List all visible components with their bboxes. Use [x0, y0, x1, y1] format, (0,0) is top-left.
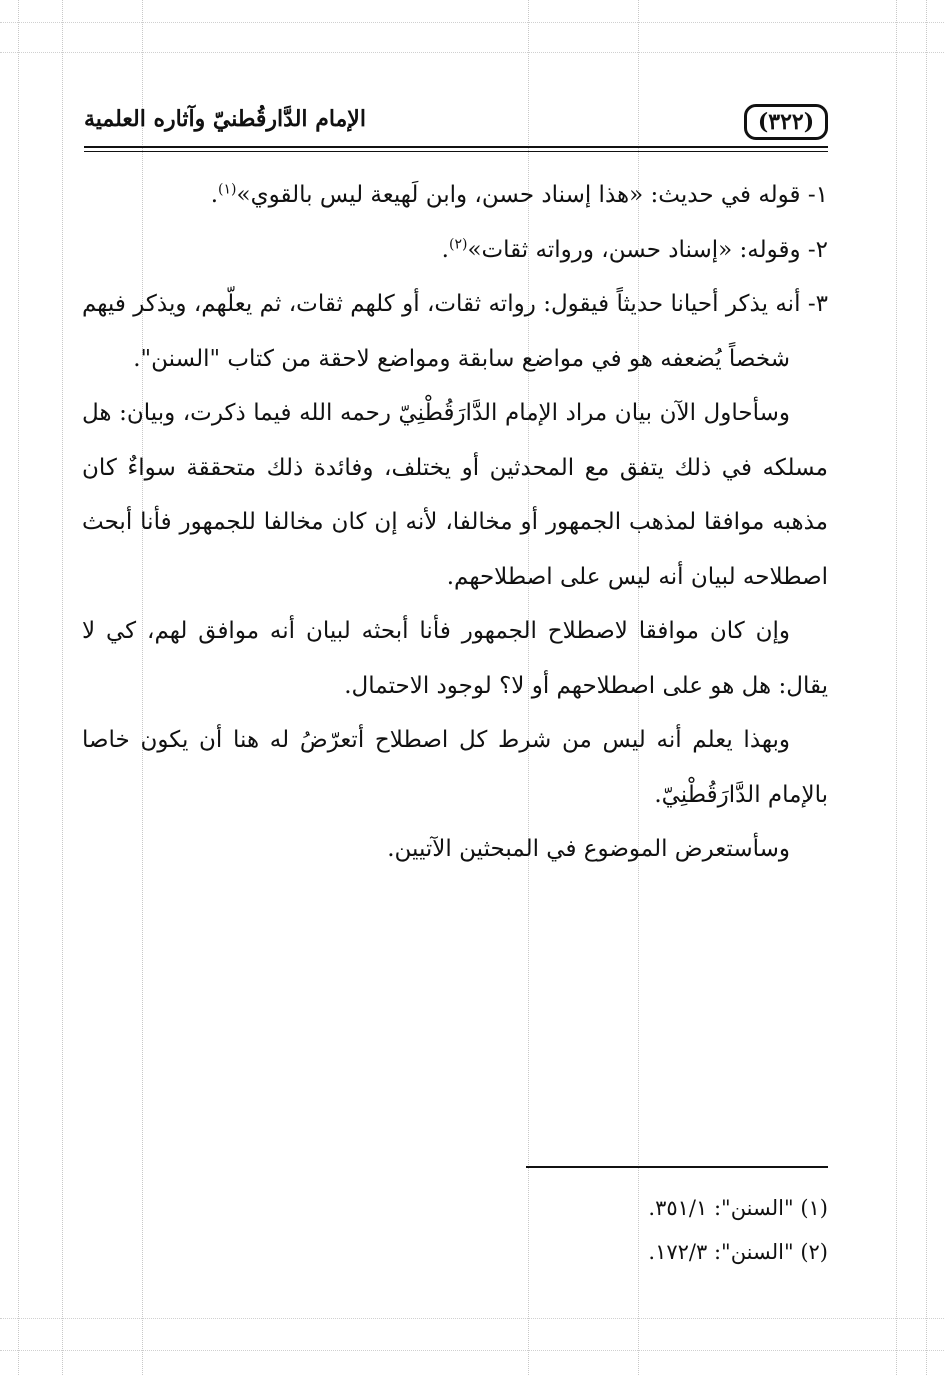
footnote-ref-1: (١): [218, 181, 237, 198]
scan-guide-line: [0, 1350, 944, 1351]
paragraph-2-end: .: [441, 236, 449, 263]
scan-guide-line: [0, 1318, 944, 1319]
page-header: [84, 100, 828, 146]
footnotes: [420, 1186, 828, 1274]
scan-guide-line: [896, 0, 897, 1375]
footnote-1: (١) "السنن": ٣٥١/١.: [648, 1196, 828, 1220]
header-rule-thin: [84, 151, 828, 152]
footnote-rule: [526, 1166, 828, 1168]
body-text: [82, 168, 828, 877]
page-number: (٣٢٢): [744, 104, 828, 140]
paragraph-2: [82, 223, 828, 278]
scan-guide-line: [18, 0, 19, 1375]
paragraph-1-text: ١- قوله في حديث: «هذا إسناد حسن، وابن لَهيعة ليس بالقوي»: [236, 182, 828, 208]
scan-guide-line: [0, 22, 944, 23]
header-rule: [84, 146, 828, 148]
paragraph-2-text: ٢- وقوله: «إسناد حسن، ورواته ثقات»: [467, 236, 828, 263]
scan-guide-line: [0, 52, 944, 53]
running-title: الإمام الدَّارقُطنيّ وآثاره العلمية: [84, 106, 366, 132]
paragraph-5: وإن كان موافقا لاصطلاح الجمهور فأنا أبحثه لبيان أنه موافق لهم، كي لا يقال: هل هو على اصطلاحهم أو لا؟ لوجود الاحتمال.: [82, 618, 828, 699]
scan-guide-line: [62, 0, 63, 1375]
footnote-ref-2: (٢): [448, 235, 468, 252]
paragraph-1-end: .: [210, 182, 219, 208]
paragraph-4: وسأحاول الآن بيان مراد الإمام الدَّارَقُطْنِيّ رحمه الله فيما ذكرت، وبيان: هل مسلكه في ذلك يتفق مع المحدثين أو يختلف، وفائدة ذلك متحققة سواءٌ كان مذهبه موافقا لمذهب الجمهور أو مخالفا، لأنه إن كان مخالفا للجمهور فأنا أبحث اصطلاحه لبيان أنه ليس على اصطلاحهم.: [82, 400, 828, 590]
paragraph-6: وبهذا يعلم أنه ليس من شرط كل اصطلاح أتعرّضُ له هنا أن يكون خاصا بالإمام الدَّارَقُطْنِيّ.: [82, 727, 828, 808]
footnote-2: (٢) "السنن": ١٧٢/٣.: [648, 1240, 828, 1264]
paragraph-1: [82, 168, 828, 223]
paragraph-3: ٣- أنه يذكر أحيانا حديثاً فيقول: رواته ثقات، أو كلهم ثقات، ثم يعلّهم، ويذكر فيهم شخصاً يُضعفه هو في مواضع سابقة ومواضع لاحقة من كتاب "السنن".: [82, 291, 828, 372]
scan-guide-line: [926, 0, 927, 1375]
paragraph-7: وسأستعرض الموضوع في المبحثين الآتيين.: [387, 836, 790, 862]
